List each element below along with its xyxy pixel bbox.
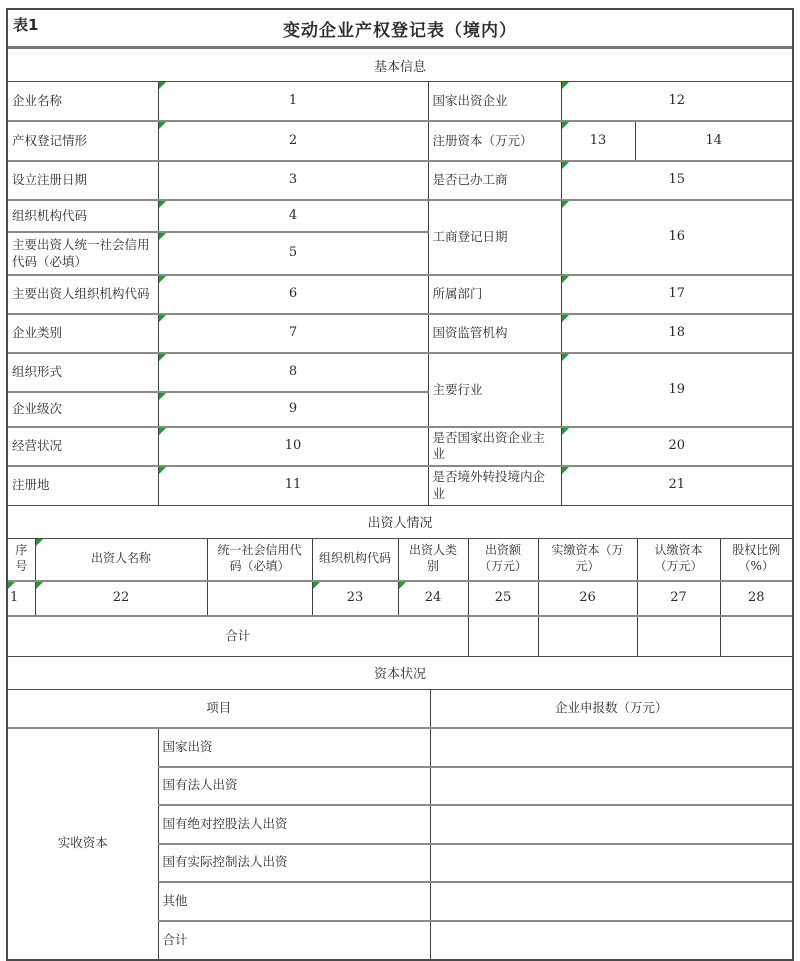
section-header-investors: 出资人情况	[8, 505, 792, 539]
corner-marker-icon	[562, 122, 569, 129]
cell-text: 1	[288, 92, 298, 108]
cell-text: 15	[668, 172, 686, 188]
capital-value-cell[interactable]	[430, 767, 792, 805]
field-label: 主要出资人统一社会信用代码（必填）	[8, 232, 158, 275]
field-label: 工商登记日期	[428, 200, 561, 275]
capital-table	[8, 690, 792, 959]
basic-info-table	[8, 82, 792, 505]
capital-item-label: 国有实际控制法人出资	[158, 844, 430, 882]
column-header	[35, 539, 207, 581]
corner-marker-icon	[313, 582, 320, 589]
corner-marker-icon	[159, 428, 166, 435]
cell-text: 11	[284, 477, 302, 493]
value-cell[interactable]	[158, 161, 428, 200]
field-label: 国资监管机构	[428, 314, 561, 353]
field-label: 注册地	[8, 466, 158, 505]
field-label: 产权登记情形	[8, 121, 158, 161]
value-cell[interactable]	[635, 121, 792, 161]
value-cell[interactable]	[561, 82, 792, 121]
total-value-cell[interactable]	[637, 616, 720, 656]
cell-text: 24	[424, 589, 442, 605]
cell-text: 17	[668, 286, 686, 302]
corner-marker-icon	[159, 233, 166, 240]
cell-text: 28	[747, 589, 765, 605]
field-label: 企业级次	[8, 392, 158, 427]
corner-marker-icon	[8, 582, 15, 589]
cell-text: 23	[346, 589, 364, 605]
cell-text: 12	[668, 92, 686, 108]
field-label: 主要行业	[428, 353, 561, 427]
value-cell[interactable]	[720, 581, 792, 616]
corner-marker-icon	[159, 315, 166, 322]
value-cell[interactable]	[561, 275, 792, 314]
field-label: 企业类别	[8, 314, 158, 353]
field-label: 组织机构代码	[8, 200, 158, 232]
corner-marker-icon	[159, 393, 166, 400]
corner-marker-icon	[562, 354, 569, 361]
cell-text: 5	[288, 245, 298, 261]
value-cell[interactable]	[158, 275, 428, 314]
field-label: 是否国家出资企业主业	[428, 427, 561, 466]
value-cell[interactable]	[561, 161, 792, 200]
value-cell[interactable]	[35, 581, 207, 616]
field-label: 企业名称	[8, 82, 158, 121]
value-cell[interactable]	[158, 427, 428, 466]
cell-text: 13	[589, 132, 607, 148]
corner-marker-icon	[159, 201, 166, 208]
cell-text: 20	[668, 437, 686, 453]
field-label: 主要出资人组织机构代码	[8, 275, 158, 314]
capital-item-label: 国有绝对控股法人出资	[158, 805, 430, 844]
cell-text: 出资人名称	[90, 551, 151, 566]
cell-text: 6	[288, 286, 298, 302]
cell-text: 18	[668, 325, 686, 341]
field-label: 国家出资企业	[428, 82, 561, 121]
value-cell[interactable]	[561, 427, 792, 466]
total-value-cell[interactable]	[538, 616, 637, 656]
corner-marker-icon	[399, 582, 406, 589]
value-cell[interactable]	[398, 581, 468, 616]
column-header: 序号	[8, 539, 35, 581]
investors-table	[8, 539, 792, 656]
field-label: 是否已办工商	[428, 161, 561, 200]
value-cell[interactable]	[538, 581, 637, 616]
value-cell[interactable]	[158, 200, 428, 232]
cell-text: 1	[10, 589, 19, 605]
cell-text: 4	[288, 207, 298, 223]
section-header-capital: 资本状况	[8, 656, 792, 690]
field-label: 所属部门	[428, 275, 561, 314]
value-cell[interactable]	[561, 314, 792, 353]
cell-text: 2	[288, 132, 298, 148]
capital-item-label: 国家出资	[158, 728, 430, 767]
column-header: 出资人类别	[398, 539, 468, 581]
value-cell[interactable]	[158, 353, 428, 392]
corner-marker-icon	[562, 82, 569, 89]
total-value-cell[interactable]	[468, 616, 538, 656]
table-number-label: 表1	[13, 16, 39, 34]
cell-text: 7	[288, 325, 298, 341]
column-header: 出资额（万元）	[468, 539, 538, 581]
value-cell[interactable]	[468, 581, 538, 616]
title-row	[8, 10, 792, 49]
value-cell[interactable]	[207, 581, 312, 616]
capital-item-label: 国有法人出资	[158, 767, 430, 805]
cell-text: 26	[579, 589, 596, 605]
corner-marker-icon	[159, 122, 166, 129]
corner-marker-icon	[562, 315, 569, 322]
field-label: 注册资本（万元）	[428, 121, 561, 161]
column-header: 统一社会信用代码（必填）	[207, 539, 312, 581]
cell-text: 25	[494, 589, 512, 605]
registration-form	[6, 8, 794, 961]
corner-marker-icon	[36, 539, 43, 546]
cell-text: 14	[705, 132, 723, 148]
cell-text: 8	[288, 364, 298, 380]
capital-value-cell[interactable]	[430, 728, 792, 767]
value-cell[interactable]	[158, 121, 428, 161]
capital-group-label: 实收资本	[8, 728, 158, 959]
value-cell[interactable]	[312, 581, 398, 616]
value-cell[interactable]	[158, 232, 428, 275]
corner-marker-icon	[562, 162, 569, 169]
capital-item-header: 项目	[8, 690, 430, 728]
corner-marker-icon	[159, 82, 166, 89]
corner-marker-icon	[159, 354, 166, 361]
field-label: 设立注册日期	[8, 161, 158, 200]
column-header: 实缴资本（万元）	[538, 539, 637, 581]
cell-text: 21	[668, 477, 686, 493]
capital-amount-header: 企业申报数（万元）	[430, 690, 792, 728]
column-header: 组织机构代码	[312, 539, 398, 581]
value-cell[interactable]	[158, 314, 428, 353]
column-header: 股权比例（%）	[720, 539, 792, 581]
corner-marker-icon	[159, 467, 166, 474]
capital-item-label: 合计	[158, 921, 430, 959]
field-label: 经营状况	[8, 427, 158, 466]
value-cell[interactable]	[158, 392, 428, 427]
value-cell[interactable]	[561, 200, 792, 275]
capital-value-cell[interactable]	[430, 921, 792, 959]
total-row-label: 合计	[8, 616, 468, 656]
cell-text: 22	[112, 589, 130, 605]
column-header: 认缴资本（万元）	[637, 539, 720, 581]
corner-marker-icon	[562, 467, 569, 474]
cell-text: 19	[668, 381, 686, 397]
cell-text: 9	[288, 401, 298, 417]
capital-item-label: 其他	[158, 882, 430, 921]
investor-row-index[interactable]	[8, 581, 35, 616]
cell-text: 3	[288, 172, 298, 188]
corner-marker-icon	[562, 428, 569, 435]
capital-value-cell[interactable]	[430, 882, 792, 921]
value-cell[interactable]	[158, 82, 428, 121]
corner-marker-icon	[159, 276, 166, 283]
cell-text: 27	[670, 589, 687, 605]
form-title: 变动企业产权登记表（境内）	[283, 20, 517, 41]
value-cell[interactable]	[637, 581, 720, 616]
value-cell[interactable]	[158, 466, 428, 505]
section-header-basic-info: 基本信息	[8, 49, 792, 82]
corner-marker-icon	[36, 582, 43, 589]
corner-marker-icon	[562, 276, 569, 283]
field-label: 是否境外转投境内企业	[428, 466, 561, 505]
value-cell[interactable]	[561, 466, 792, 505]
field-label: 组织形式	[8, 353, 158, 392]
corner-marker-icon	[562, 201, 569, 208]
capital-value-cell[interactable]	[430, 844, 792, 882]
value-cell[interactable]	[561, 353, 792, 427]
cell-text: 16	[668, 229, 686, 245]
cell-text: 10	[284, 437, 302, 453]
capital-value-cell[interactable]	[430, 805, 792, 844]
value-cell[interactable]	[561, 121, 635, 161]
total-value-cell[interactable]	[720, 616, 792, 656]
